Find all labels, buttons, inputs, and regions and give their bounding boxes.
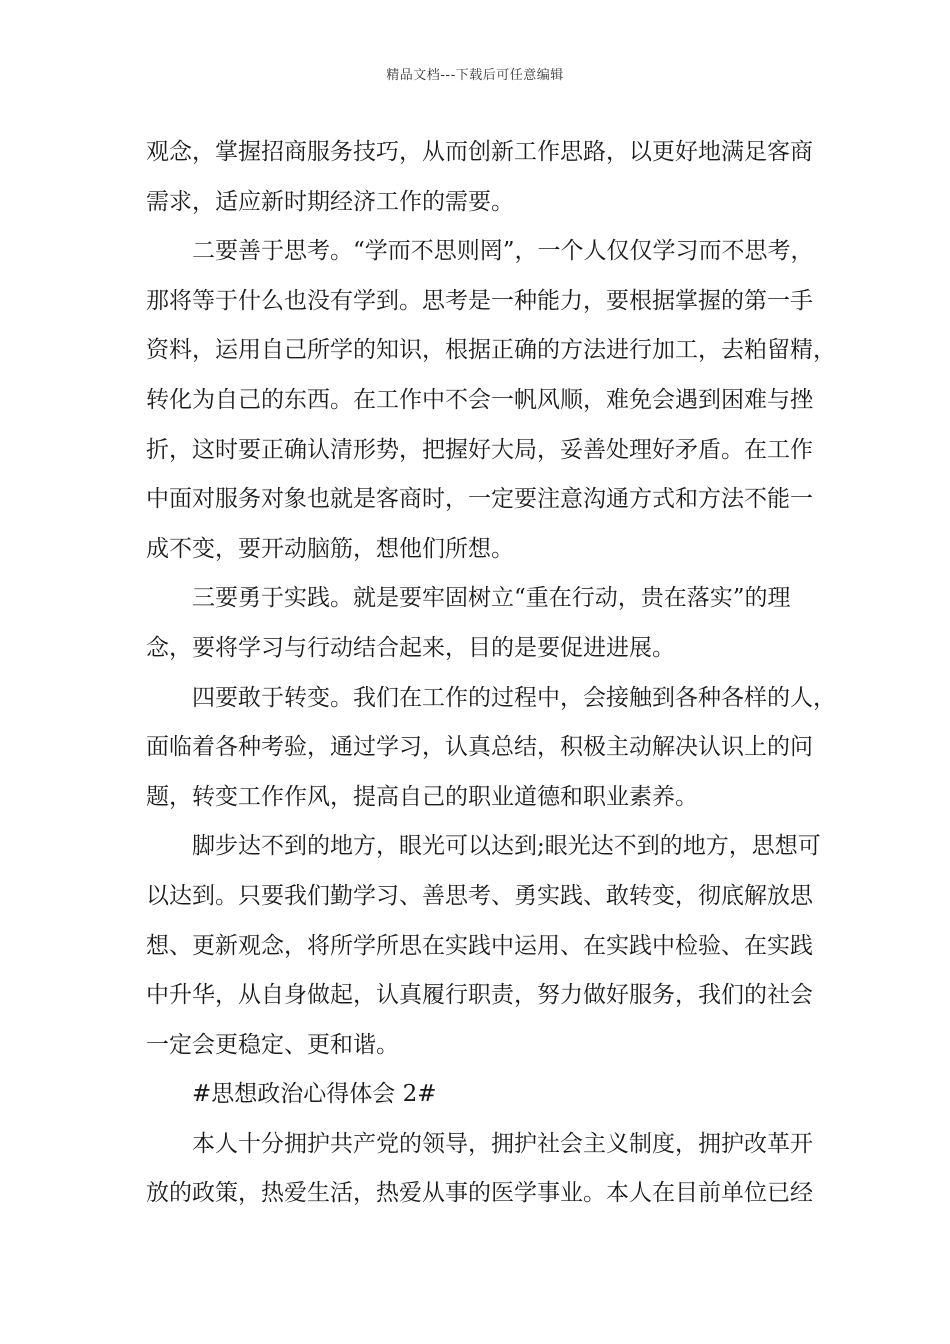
- text-line: 四要敢于转变。我们在工作的过程中，会接触到各种各样的人，: [192, 684, 836, 711]
- text-line: 转化为自己的东西。在工作中不会一帆风顺，难免会遇到困难与挫: [146, 386, 813, 413]
- document-body: [146, 128, 836, 1219]
- text-line: 本人十分拥护共产党的领导，拥护社会主义制度，拥护改革开: [192, 1130, 813, 1157]
- text-line: 资料，运用自己所学的知识，根据正确的方法进行加工，去粕留精，: [146, 337, 836, 364]
- text-line: 中升华，从自身做起，认真履行职责，努力做好服务，我们的社会: [146, 982, 813, 1009]
- text-line: #思想政治心得体会 2#: [192, 1081, 437, 1108]
- text-line: 那将等于什么也没有学到。思考是一种能力，要根据掌握的第一手: [146, 287, 813, 314]
- text-line: 以达到。只要我们勤学习、善思考、勇实践、敢转变，彻底解放思: [146, 882, 813, 909]
- text-line: 放的政策，热爱生活，热爱从事的医学事业。本人在目前单位已经: [146, 1180, 813, 1207]
- text-line: 脚步达不到的地方，眼光可以达到;眼光达不到的地方，思想可: [192, 833, 821, 860]
- page-header: 精品文档---下载后可任意编辑: [386, 68, 564, 83]
- text-line: 一定会更稳定、更和谐。: [146, 1031, 399, 1058]
- text-line: 想、更新观念，将所学所思在实践中运用、在实践中检验、在实践: [146, 932, 813, 959]
- text-line: 折，这时要正确认清形势，把握好大局，妥善处理好矛盾。在工作: [146, 436, 813, 463]
- text-line: 中面对服务对象也就是客商时，一定要注意沟通方式和方法不能一: [146, 486, 813, 513]
- text-line: 二要善于思考。“学而不思则罔”，一个人仅仅学习而不思考，: [192, 238, 814, 265]
- text-line: 观念，掌握招商服务技巧，从而创新工作思路，以更好地满足客商: [146, 139, 813, 165]
- text-line: 题，转变工作作风，提高自己的职业道德和职业素养。: [146, 783, 698, 810]
- text-line: 三要勇于实践。就是要牢固树立“重在行动，贵在落实”的理: [192, 585, 791, 612]
- text-line: 念，要将学习与行动结合起来，目的是要促进进展。: [146, 634, 675, 661]
- text-line: 成不变，要开动脑筋，想他们所想。: [146, 535, 514, 562]
- text-line: 需求，适应新时期经济工作的需要。: [146, 188, 514, 215]
- text-line: 面临着各种考验，通过学习，认真总结，积极主动解决认识上的问: [146, 734, 813, 761]
